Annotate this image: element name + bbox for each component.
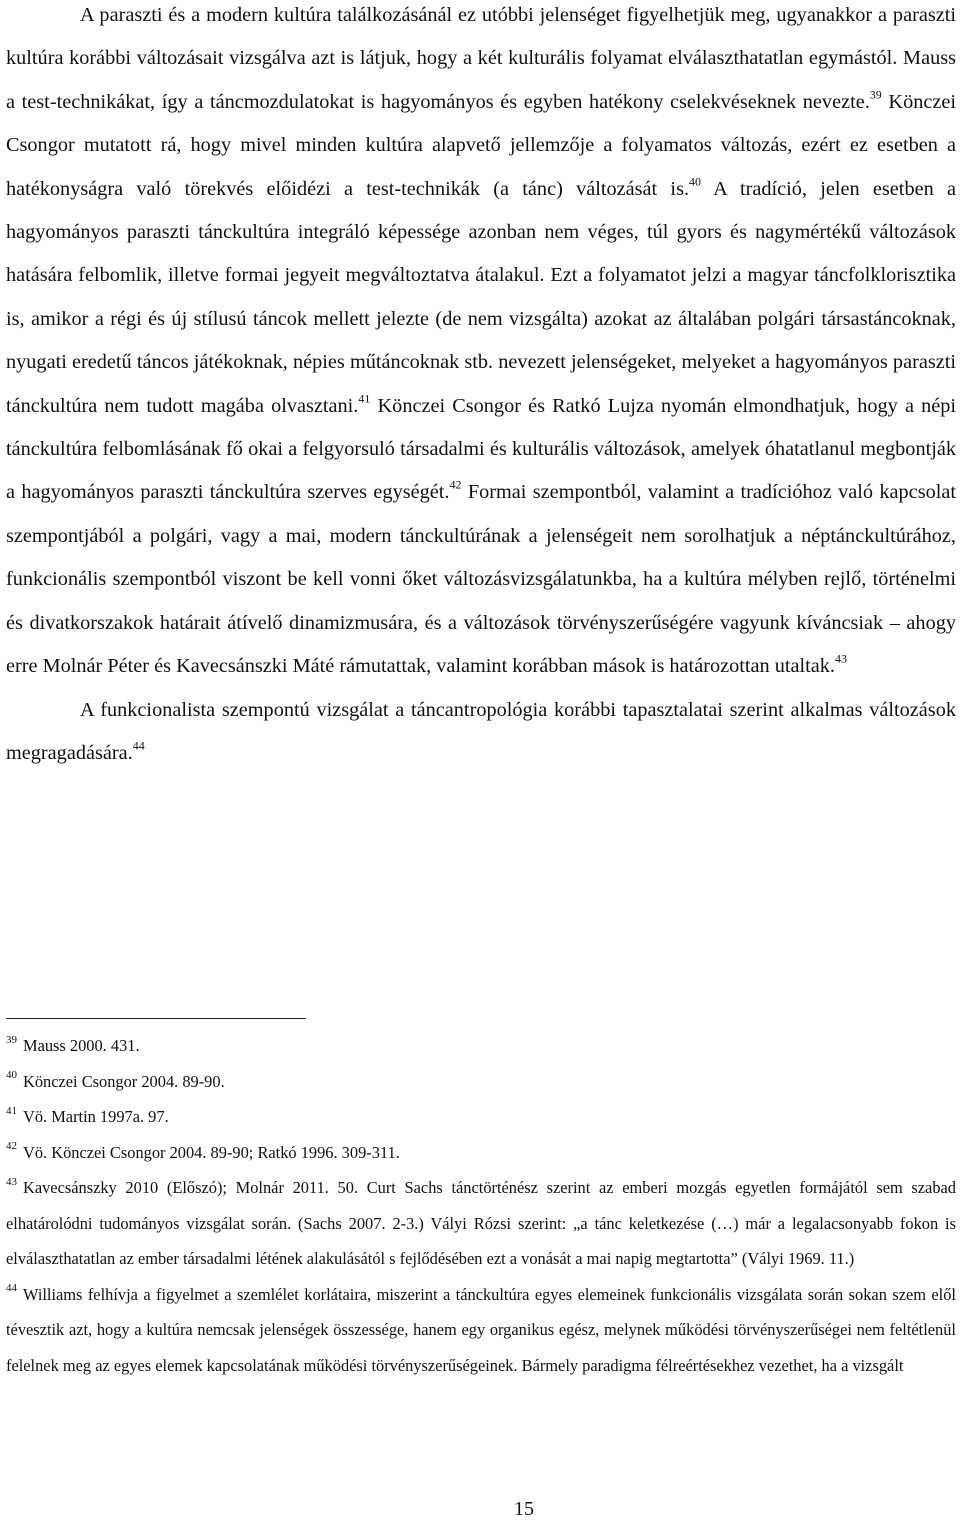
footnotes bbox=[6, 1028, 956, 1383]
footnote-39 bbox=[6, 1028, 956, 1064]
footnote-40 bbox=[6, 1064, 956, 1100]
paragraph-1-text-e: Formai szempontból, valamint a tradícióhoz való kapcsolat szempontjából a polgári, vagy a mai, modern tánckultúrának a jelenségeit nem sorolhatjuk a néptánckultúrához, funkcionális szempontból viszont be kell vonni őket változásvizsgálatunkba, ha a kultúra mélyben rejlő, történelmi és divatkorszakok határait átívelő dinamizmusára, és a változások törvényszerűségére vagyunk kíváncsiak – ahogy erre Molnár Péter és Kavecsánszki Máté rámutattak, valamint korábban mások is határozottan utaltak. bbox=[6, 481, 956, 678]
paragraph-1-text-a: A paraszti és a modern kultúra találkozásánál ez utóbbi jelenséget figyelhetjük meg, ugyanakkor a paraszti kultúra korábbi változásait vizsgálva azt is látjuk, hogy a két kulturális folyamat elválaszthatatlan egymástól. Mauss a test-technikákat, így a táncmozdulatokat is hagyományos és egyben hatékony cselekvéseknek nevezte. bbox=[6, 4, 956, 113]
footnote-ref-43[interactable]: 43 bbox=[834, 651, 847, 666]
footnote-number: 42 bbox=[6, 1140, 17, 1153]
footnote-ref-44[interactable]: 44 bbox=[132, 738, 145, 753]
footnote-ref-39[interactable]: 39 bbox=[869, 87, 882, 102]
footnote-ref-40[interactable]: 40 bbox=[689, 174, 702, 189]
footnote-41 bbox=[6, 1099, 956, 1135]
footnote-text: Vö. Martin 1997a. 97. bbox=[23, 1107, 169, 1126]
footnote-44 bbox=[6, 1277, 956, 1384]
footnote-separator bbox=[6, 1018, 306, 1019]
footnote-ref-42[interactable]: 42 bbox=[449, 477, 462, 492]
footnote-43 bbox=[6, 1170, 956, 1277]
footnote-text: Williams felhívja a figyelmet a szemlélet korlátaira, miszerint a tánckultúra egyes elemeinek funkcionális vizsgálata során sokan szem elől tévesztik azt, hogy a kultúra nemcsak jelenségek összessége, hanem egy organikus egész, melynek működési törvényszerűségei nem feltétlenül felelnek meg az egyes elemek kapcsolatának működési törvényszerűségeinek. Bármely paradigma félreértésekhez vezethet, ha a vizsgált bbox=[6, 1284, 956, 1375]
footnote-42 bbox=[6, 1135, 956, 1171]
paragraph-1-text-b: Könczei Csongor mutatott rá, hogy mivel minden kultúra alapvető jellemzője a folyamatos változás, ezért ez esetben a hatékonyságra való törekvés előidézi a test-technikák (a tánc) változását is. bbox=[6, 90, 956, 200]
body-text bbox=[6, 0, 956, 775]
paragraph-1-text-d: Könczei Csongor és Ratkó Lujza nyomán elmondhatjuk, hogy a népi tánckultúra felbomlásának fő okai a felgyorsuló társadalmi és kulturális változások, amelyek óhatatlanul megbontják a hagyományos paraszti tánckultúra szerves egységét. bbox=[6, 394, 957, 504]
footnote-number: 41 bbox=[6, 1104, 17, 1117]
paragraph-1-text-c: A tradíció, jelen esetben a hagyományos paraszti tánckultúra integráló képessége azonban nem véges, túl gyors és nagymértékű változások hatására felbomlik, illetve formai jegyeit megváltoztatva átalakul. Ezt a folyamatot jelzi a magyar táncfolklorisztika is, amikor a régi és új stílusú táncok mellett jelezte (de nem vizsgálta) azokat az általában polgári társastáncoknak, nyugati eredetű táncos játékoknak, népies műtáncoknak stb. nevezett jelenségeket, melyeket a hagyományos paraszti tánckultúra nem tudott magába olvasztani. bbox=[6, 177, 956, 417]
footnote-number: 43 bbox=[6, 1175, 17, 1188]
footnote-text: Kavecsánszky 2010 (Előszó); Molnár 2011. 50. Curt Sachs tánctörténész szerint az emberi mozgás egyetlen formájától sem szabad elhatárolódni tudományos vizsgálat során. (Sachs 2007. 2-3.) Vályi Rózsi szerint: „a tánc keletkezése (…) már a legalacsonyabb fokon is elválaszthatatlan az ember társadalmi létének alakulásától s fejlődésében ezt a vonását a mai napig megtartotta” (Vályi 1969. 11.) bbox=[6, 1178, 956, 1268]
footnote-ref-41[interactable]: 41 bbox=[358, 391, 371, 406]
footnote-text: Mauss 2000. 431. bbox=[23, 1036, 140, 1055]
footnote-number: 44 bbox=[6, 1282, 17, 1295]
footnote-number: 40 bbox=[6, 1069, 17, 1082]
footnote-text: Vö. Könczei Csongor 2004. 89-90; Ratkó 1996. 309-311. bbox=[23, 1142, 400, 1162]
paragraph-1 bbox=[6, 0, 956, 689]
footnote-number: 39 bbox=[6, 1033, 17, 1046]
paragraph-2-text: A funkcionalista szempontú vizsgálat a táncantropológia korábbi tapasztalatai szerint alkalmas változások megragadására. bbox=[6, 698, 956, 764]
page-number: 15 bbox=[514, 1498, 534, 1520]
paragraph-2 bbox=[6, 689, 956, 776]
footnote-text: Könczei Csongor 2004. 89-90. bbox=[23, 1071, 225, 1091]
